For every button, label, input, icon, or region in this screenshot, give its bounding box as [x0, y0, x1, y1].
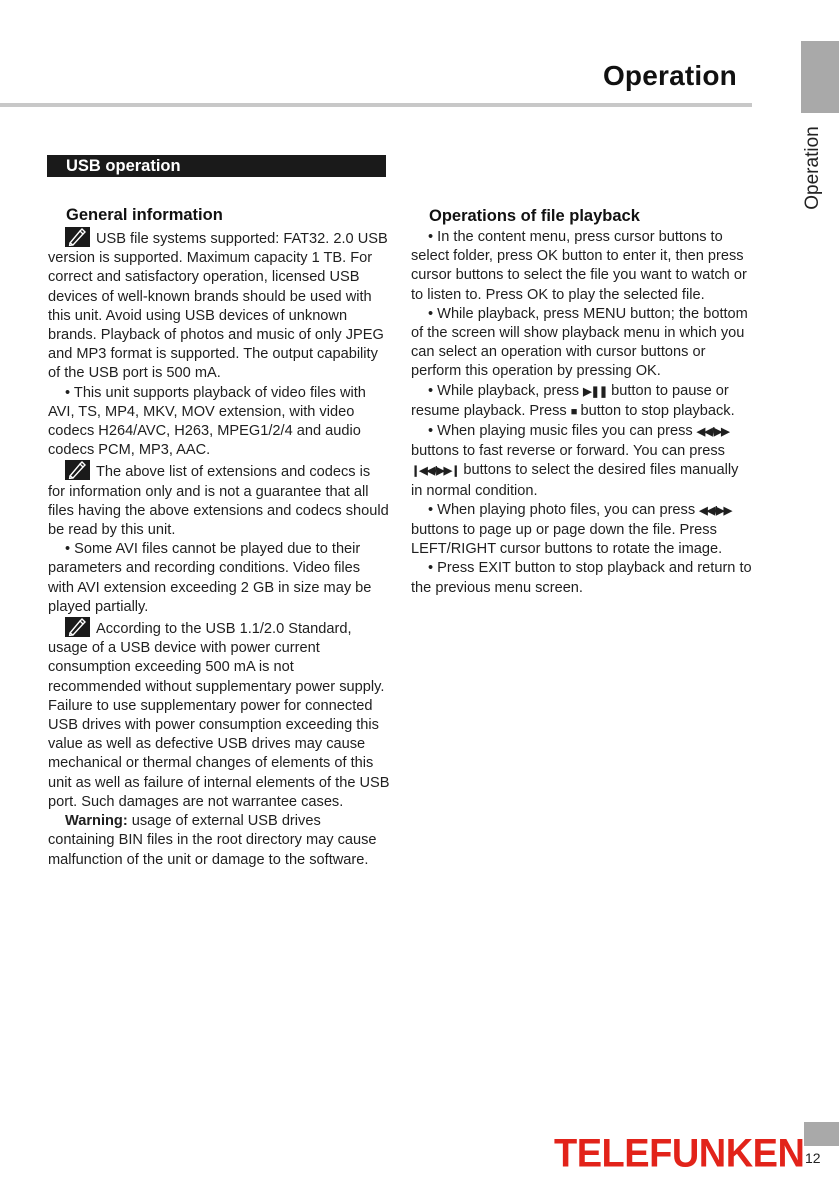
page-title: Operation [602, 60, 737, 91]
music-text-b: buttons to fast reverse or forward. You can press [411, 443, 725, 460]
warning-label: Warning: [65, 813, 128, 830]
pause-text-a: • While playback, press [428, 382, 584, 399]
pause-text-c: button to stop playback. [576, 402, 735, 419]
paragraph-usb-power [48, 617, 390, 812]
paragraph-exit: • Press EXIT button to stop playback and return to the previous menu screen. [411, 560, 752, 596]
paragraph-pause-stop [411, 382, 753, 422]
brand-logo: TELEFUNKEN [554, 1131, 805, 1177]
right-column [411, 206, 753, 598]
note-pen-icon [65, 227, 90, 247]
pause-text-b: button to pause or resume playback. Press [411, 382, 729, 419]
usb-power-text: According to the USB 1.1/2.0 Standard, usage of a USB device with power current consumption exceeding 500 mA is not recommended without supplementary power supply. Failure to use supplementary power for connected USB drives with power consumption exceeding this value as well as defective USB drives may cause mechanical or thermal changes of elements of this unit as well as failure of internal elements of the USB port. Such damages are not warrantee cases. [48, 621, 390, 810]
general-info-heading: General information [66, 206, 223, 224]
play-pause-icon: ▶❚❚ [583, 385, 608, 398]
paragraph-photo-controls [411, 501, 753, 560]
note-pen-icon [65, 460, 90, 480]
paragraph-warning [48, 812, 390, 870]
note-pen-icon [65, 617, 90, 637]
rewind-forward-icon: ◀◀/▶▶ [699, 504, 732, 517]
header-rule [0, 103, 752, 107]
left-column [48, 205, 390, 870]
prev-next-icon: ❙◀◀/▶▶❙ [411, 465, 460, 478]
file-systems-text: USB file systems supported: FAT32. 2.0 USB version is supported. Maximum capacity 1 TB. For correct and satisfactory operation, licensed USB devices of well-known brands should be used with this unit. Avoid using USB devices of unknown brands. Playback of photos and music of only JPEG and MP3 format is supported. The output capability of the USB port is 500 mA. [48, 231, 388, 382]
warning-text: usage of external USB drives containing BIN files in the root directory may cause malfunction of the unit or damage to the software. [48, 813, 377, 868]
side-label-text: Operation [802, 126, 823, 210]
page-tab-marker [804, 1122, 839, 1146]
paragraph-content-menu: • In the content menu, press cursor buttons to select folder, press OK button to enter it, then press cursor buttons to select the file you want to watch or to listen to. Press OK to play the selected file. [411, 229, 747, 303]
rewind-forward-icon: ◀◀/▶▶ [696, 426, 729, 439]
photo-text-a: • When playing photo files, you can press [428, 501, 700, 518]
stop-icon: ■ [570, 405, 577, 418]
paragraph-file-systems [48, 227, 390, 384]
music-text-a: • When playing music files you can press [428, 423, 697, 440]
paragraph-playback-menu: • While playback, press MENU button; the bottom of the screen will show playback menu in which you can select an operation with cursor buttons or perform this operation by pressing OK. [411, 305, 748, 380]
paragraph-music-controls [411, 422, 753, 501]
paragraph-avi-note: • Some AVI files cannot be played due to their parameters and recording conditions. Video files with AVI extension exceeding 2 GB in size may be played partially. [48, 541, 372, 615]
side-tab-marker [801, 41, 839, 113]
page-number: 12 [805, 1150, 821, 1166]
paragraph-video-formats: • This unit supports playback of video files with AVI, TS, MP4, MKV, MOV extension, with video codecs H264/AVC, H263, MPEG1/2/4 and audio codecs PCM, MP3, AAC. [48, 384, 366, 459]
photo-text-b: buttons to page up or page down the file. Press LEFT/RIGHT cursor buttons to rotate the image. [411, 522, 723, 558]
section-title: USB operation [47, 155, 386, 177]
paragraph-codec-note [48, 460, 390, 540]
codec-note-text: The above list of extensions and codecs is for information only and is not a guarantee that all files having the above extensions and codecs should be read by this unit. [48, 464, 389, 539]
playback-heading: Operations of file playback [429, 207, 640, 225]
music-text-c: buttons to select the desired files manually in normal condition. [411, 462, 739, 499]
